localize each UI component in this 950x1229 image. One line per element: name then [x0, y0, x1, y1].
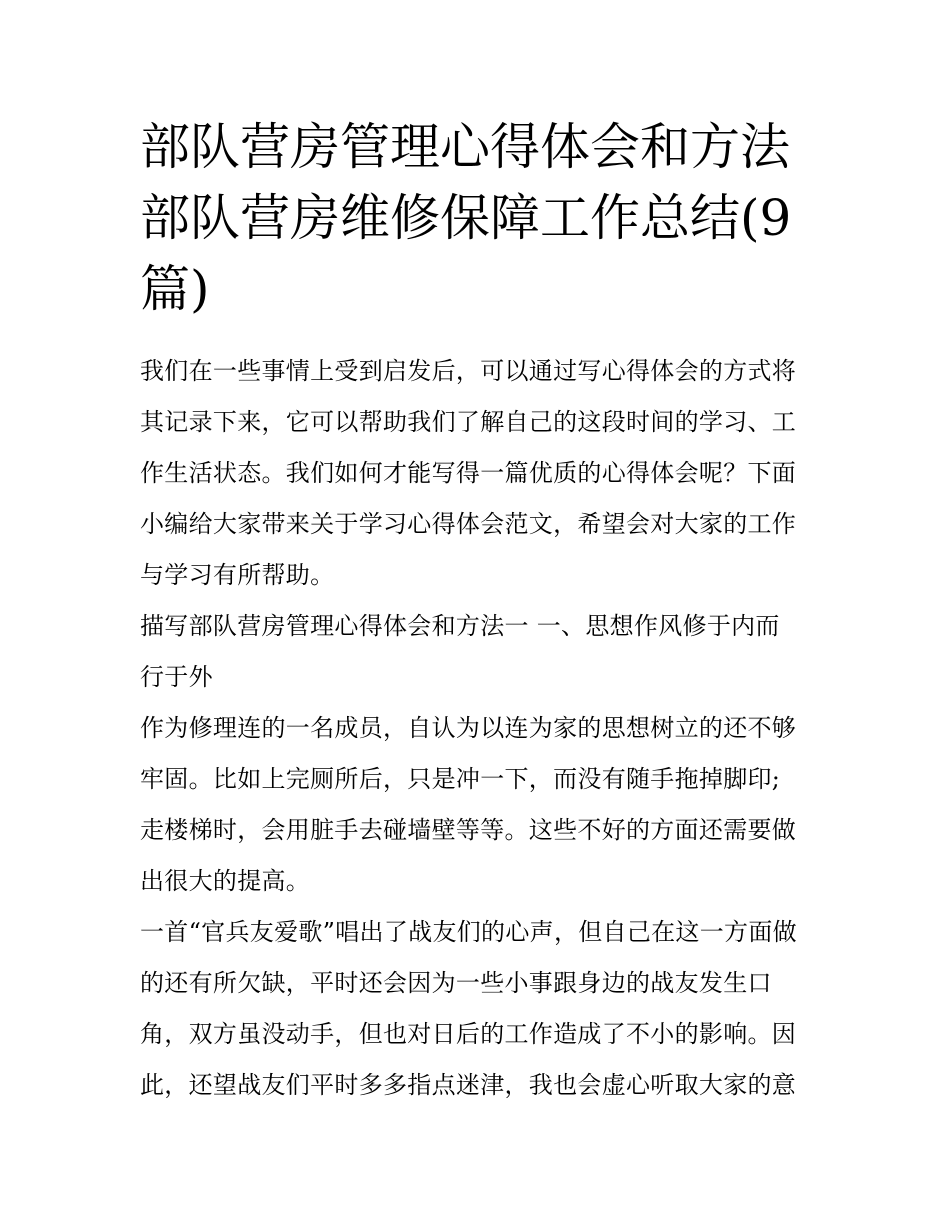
intro-paragraph	[140, 346, 815, 601]
body-paragraph	[140, 703, 815, 907]
title-line: 篇)	[140, 260, 210, 318]
text-line: 行于外	[140, 663, 213, 691]
text-line: 的还有所欠缺，平时还会因为一些小事跟身边的战友发生口	[140, 969, 772, 997]
text-line: 作生活状态。我们如何才能写得一篇优质的心得体会呢？下面	[140, 459, 797, 487]
text-line: 出很大的提高。	[140, 867, 311, 895]
document-title	[140, 112, 815, 325]
text-line: 牢固。比如上完厕所后，只是冲一下，而没有随手拖掉脚印;	[140, 765, 781, 793]
title-line: 部队营房管理心得体会和方法	[140, 118, 790, 176]
body-paragraph	[140, 907, 815, 1111]
document-content	[140, 112, 815, 1111]
document-body	[140, 346, 815, 1111]
text-line: 一首“官兵友爱歌”唱出了战友们的心声，但自己在这一方面做	[140, 918, 797, 946]
text-line: 小编给大家带来关于学习心得体会范文，希望会对大家的工作	[140, 510, 797, 538]
text-line: 与学习有所帮助。	[140, 561, 335, 589]
title-line: 部队营房维修保障工作总结(9	[140, 189, 792, 247]
text-line: 我们在一些事情上受到启发后，可以通过写心得体会的方式将	[140, 357, 797, 385]
text-line: 此，还望战友们平时多多指点迷津，我也会虚心听取大家的意	[140, 1071, 797, 1099]
text-line: 作为修理连的一名成员，自认为以连为家的思想树立的还不够	[140, 714, 797, 742]
text-line: 其记录下来，它可以帮助我们了解自己的这段时间的学习、工	[140, 408, 797, 436]
text-line: 走楼梯时，会用脏手去碰墙壁等等。这些不好的方面还需要做	[140, 816, 797, 844]
text-line: 角，双方虽没动手，但也对日后的工作造成了不小的影响。因	[140, 1020, 797, 1048]
text-line: 描写部队营房管理心得体会和方法一 一、思想作风修于内而	[140, 612, 780, 640]
section-heading-paragraph	[140, 601, 815, 703]
